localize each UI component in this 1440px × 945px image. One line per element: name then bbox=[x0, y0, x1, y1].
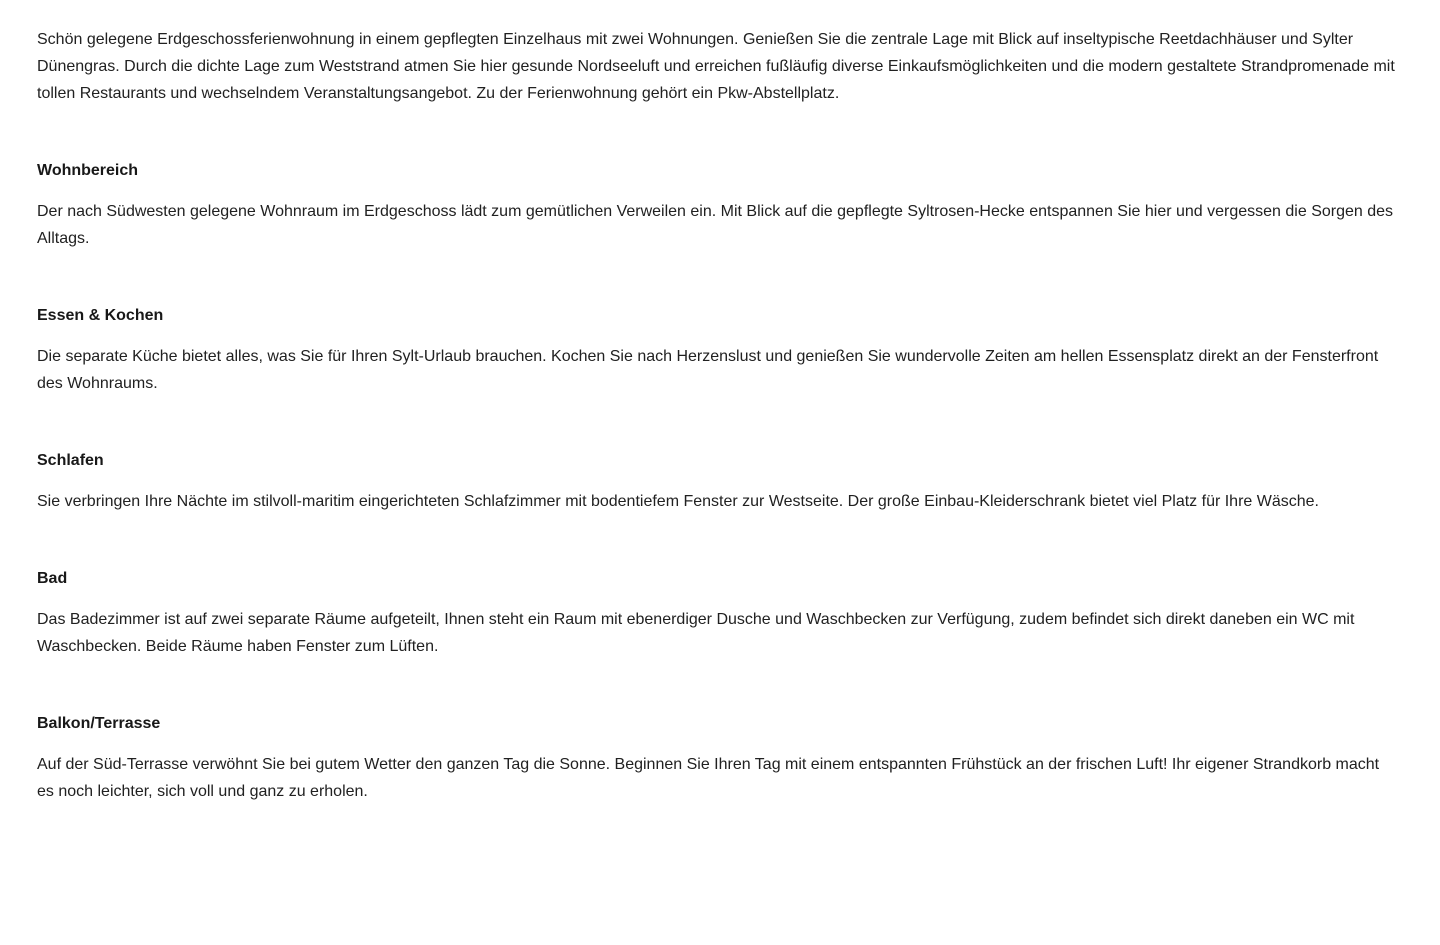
section-essen-kochen bbox=[37, 302, 1396, 397]
section-heading-wohnbereich: Wohnbereich bbox=[37, 162, 139, 179]
section-paragraph-essen-kochen: Die separate Küche bietet alles, was Sie für Ihren Sylt-Urlaub brauchen. Kochen Sie nach Herzenslust und genießen Sie wundervolle Zeiten am hellen Essensplatz direkt an der Fensterfront des Wohnraums. bbox=[37, 348, 1379, 392]
section-bad bbox=[37, 565, 1396, 660]
section-paragraph-wohnbereich: Der nach Südwesten gelegene Wohnraum im Erdgeschoss lädt zum gemütlichen Verweilen ein. Mit Blick auf die gepflegte Syltrosen-Hecke entspannen Sie hier und vergessen die Sorgen des Alltags. bbox=[37, 203, 1394, 247]
section-heading-schlafen: Schlafen bbox=[37, 452, 104, 469]
intro-paragraph: Schön gelegene Erdgeschossferienwohnung in einem gepflegten Einzelhaus mit zwei Wohnungen. Genießen Sie die zentrale Lage mit Blick auf inseltypische Reetdachhäuser und Sylter Dünengras. Durch die dichte Lage zum Weststrand atmen Sie hier gesunde Nordseeluft und erreichen fußläufig diverse Einkaufsmöglichkeiten und die modern gestaltete Strandpromenade mit tollen Restaurants und wechselndem Veranstaltungsangebot. Zu der Ferienwohnung gehört ein Pkw-Abstellplatz. bbox=[37, 31, 1395, 102]
section-paragraph-schlafen: Sie verbringen Ihre Nächte im stilvoll-maritim eingerichteten Schlafzimmer mit bodentiefem Fenster zur Westseite. Der große Einbau-Kleiderschrank bietet viel Platz für Ihre Wäsche. bbox=[37, 493, 1319, 510]
section-schlafen bbox=[37, 447, 1396, 515]
section-balkon-terrasse bbox=[37, 710, 1396, 805]
section-heading-essen-kochen: Essen & Kochen bbox=[37, 307, 164, 324]
section-heading-bad: Bad bbox=[37, 570, 68, 587]
section-wohnbereich bbox=[37, 157, 1396, 252]
section-heading-balkon-terrasse: Balkon/Terrasse bbox=[37, 715, 161, 732]
section-paragraph-bad: Das Badezimmer ist auf zwei separate Räume aufgeteilt, Ihnen steht ein Raum mit ebenerdiger Dusche und Waschbecken zur Verfügung, zudem befindet sich direkt daneben ein WC mit Waschbecken. Beide Räume haben Fenster zum Lüften. bbox=[37, 611, 1355, 655]
section-paragraph-balkon-terrasse: Auf der Süd-Terrasse verwöhnt Sie bei gutem Wetter den ganzen Tag die Sonne. Beginnen Sie Ihren Tag mit einem entspannten Frühstück an der frischen Luft! Ihr eigener Strandkorb macht es noch leichter, sich voll und ganz zu erholen. bbox=[37, 756, 1380, 800]
